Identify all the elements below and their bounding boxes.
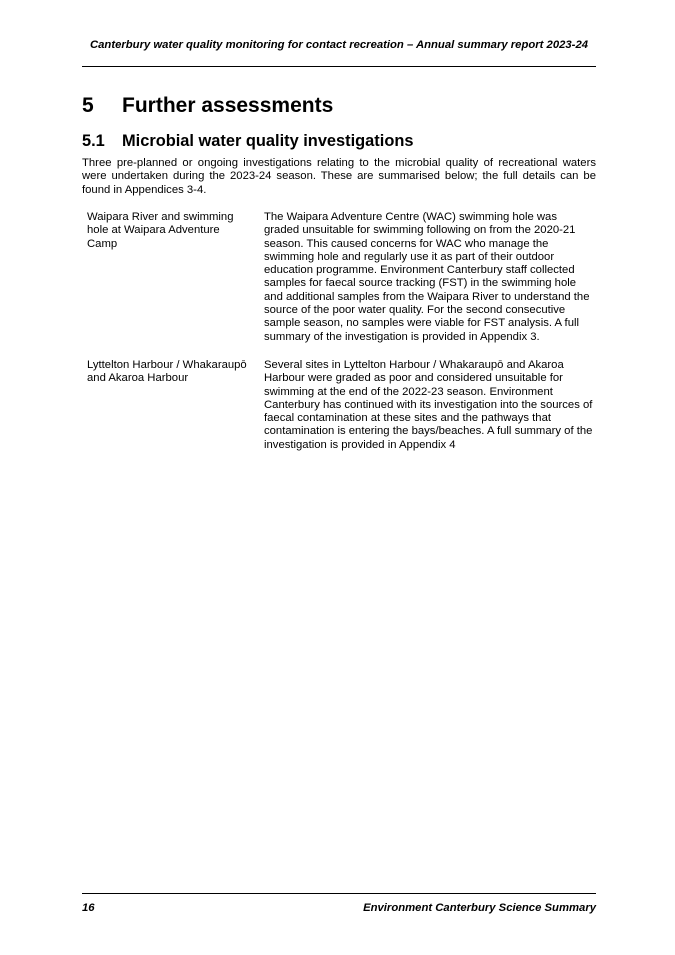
subsection-title: Microbial water quality investigations bbox=[122, 132, 414, 150]
intro-paragraph: Three pre-planned or ongoing investigations relating to the microbial quality of recreational waters were undertaken during the 2023-24 season. These are summarised below; the full details can be found in Appendices 3-4. bbox=[82, 157, 596, 196]
footer-publication-title: Environment Canterbury Science Summary bbox=[363, 902, 596, 914]
footer-rule bbox=[82, 893, 596, 894]
section-title: Further assessments bbox=[122, 94, 334, 117]
section-number: 5 bbox=[82, 94, 94, 117]
investigation-name: Lyttelton Harbour / Whakaraupō and Akaroa Harbour bbox=[87, 359, 247, 385]
running-header: Canterbury water quality monitoring for contact recreation – Annual summary report 2023-24 bbox=[89, 39, 589, 51]
header-rule bbox=[82, 66, 596, 67]
investigation-summary: The Waipara Adventure Centre (WAC) swimming hole was graded unsuitable for swimming following on from the 2020-21 season. This caused concerns for WAC who manage the swimming hole and regularly use it as part of their outdoor education programme. Environment Canterbury staff collected samples for faecal source tracking (FST) in the swimming hole and additional samples from the Waipara River to understand the source of the poor water quality. For the second consecutive sample season, no samples were viable for FST analysis. A full summary of the investigation is provided in Appendix 3. bbox=[264, 211, 590, 343]
section-heading bbox=[82, 94, 333, 118]
page-number: 16 bbox=[82, 902, 95, 914]
investigation-summary: Several sites in Lyttelton Harbour / Whakaraupō and Akaroa Harbour were graded as poor and considered unsuitable for swimming at the end of the 2022-23 season. Environment Canterbury has continued with its investigation into the sources of faecal contamination at these sites and the pathways that contamination is entering the bays/beaches. A full summary of the investigation is provided in Appendix 4 bbox=[264, 359, 593, 451]
subsection-number: 5.1 bbox=[82, 132, 105, 150]
subsection-heading bbox=[82, 132, 413, 151]
investigation-name: Waipara River and swimming hole at Waipara Adventure Camp bbox=[87, 211, 234, 250]
